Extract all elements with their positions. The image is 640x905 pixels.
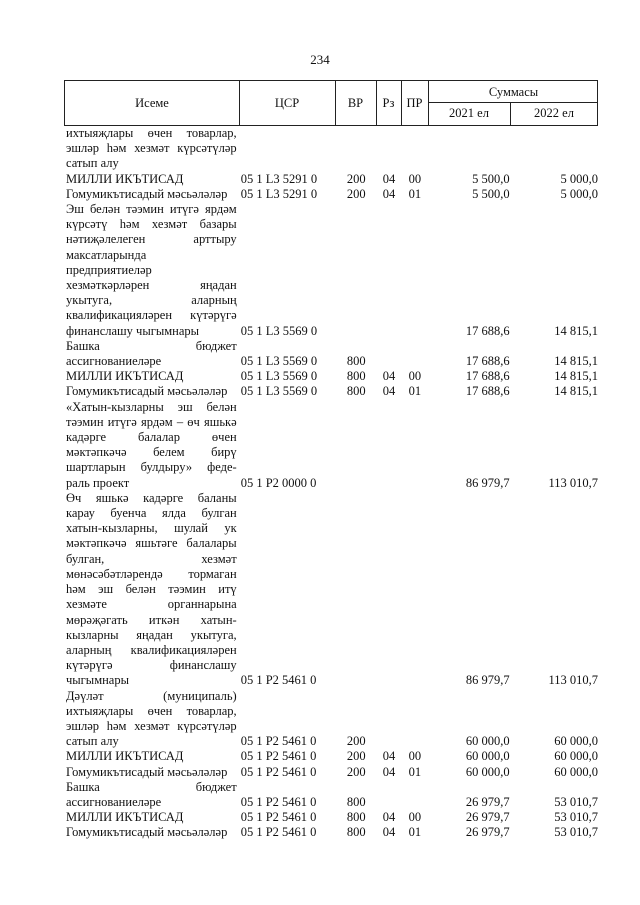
table-row	[64, 172, 598, 187]
row-vr: 800	[346, 794, 366, 809]
row-rz	[377, 795, 402, 810]
table-row	[64, 384, 598, 399]
row-name-line: МИЛЛИ ИКЪТИСАД	[66, 810, 184, 825]
row-value-2021: 60 000,0	[465, 749, 510, 764]
row-name-line: ассигнованиеләре	[66, 794, 162, 809]
row-name-line: һәм эш белән тәэмин итү	[66, 582, 237, 597]
row-name-line: мөрәҗәгать иткән хатын-	[66, 612, 237, 627]
row-name	[64, 810, 237, 825]
row-value-2021	[428, 156, 515, 171]
table-row	[64, 765, 598, 780]
row-name-line: ихтыяҗлары өчен товарлар,	[66, 703, 237, 718]
row-value-2021: 60 000,0	[465, 734, 510, 749]
row-pr: 00	[408, 810, 422, 825]
row-name	[64, 384, 237, 399]
header-2021: 2021 ел	[449, 106, 489, 120]
row-name	[64, 172, 237, 187]
row-name-line: сатып алу	[66, 156, 119, 171]
row-rz: 04	[382, 810, 396, 825]
row-csr: 05 1 P2 5461 0	[240, 749, 317, 764]
row-name-line: тәэмин итүгә ярдәм – өч яшькә	[66, 414, 237, 429]
header-pr: ПР	[406, 95, 423, 110]
row-name	[64, 400, 237, 491]
header-csr: ЦСР	[274, 95, 300, 110]
row-name-line: кадәрге балалар өчен	[66, 430, 237, 445]
table-row	[64, 749, 598, 764]
row-value-2021: 86 979,7	[465, 673, 510, 688]
row-name-line: МИЛЛИ ИКЪТИСАД	[66, 171, 184, 186]
row-name-line: мәктәпкәчә белем бирү	[66, 445, 237, 460]
header-sums: Суммасы	[488, 84, 539, 99]
row-name	[64, 825, 237, 840]
row-name-line: финанслашу чыгымнары	[66, 323, 200, 338]
row-pr: 01	[408, 384, 422, 399]
row-rz: 04	[382, 369, 396, 384]
row-value-2022: 14 815,1	[554, 369, 598, 384]
row-name-line: күрсәтү һәм хезмәт базары	[66, 217, 237, 232]
row-name-line: күтәрүгә финанслашу	[66, 658, 237, 673]
row-name-line: чыгымнары	[66, 673, 130, 688]
row-value-2021: 26 979,7	[465, 825, 510, 840]
row-name-line: укытуга, аларның	[66, 293, 237, 308]
row-csr: 05 1 P2 5461 0	[240, 810, 317, 825]
row-csr: 05 1 L3 5569 0	[240, 323, 318, 338]
row-csr: 05 1 L3 5569 0	[240, 354, 318, 369]
row-csr: 05 1 L3 5569 0	[240, 384, 318, 399]
row-name-line: квалификацияләрен күтәрүгә	[66, 308, 237, 323]
row-pr: 00	[408, 749, 422, 764]
row-vr	[336, 673, 377, 688]
row-value-2021: 17 688,6	[465, 354, 510, 369]
row-name-line: Эш белән тәэмин итүгә ярдәм	[66, 202, 237, 217]
row-name-line: эшләр һәм хезмәт күрсәтүләр	[66, 141, 237, 156]
table-row	[64, 810, 598, 825]
row-pr: 01	[408, 186, 422, 201]
row-value-2022: 5 000,0	[560, 171, 598, 186]
row-value-2021: 17 688,6	[465, 323, 510, 338]
row-name-line: ихтыяҗлары өчен товарлар,	[66, 126, 237, 140]
row-name-line: ассигнованиеләре	[66, 354, 162, 369]
row-vr: 200	[346, 171, 366, 186]
row-csr: 05 1 P2 5461 0	[240, 734, 317, 749]
table-row	[64, 202, 598, 339]
row-pr	[401, 673, 428, 688]
row-vr: 800	[346, 369, 366, 384]
row-name-line: Өч яшькә кадәрге баланы	[66, 490, 237, 505]
row-csr: 05 1 P2 5461 0	[240, 825, 317, 840]
row-name-line: карау буенча ялда булган	[66, 506, 237, 521]
row-rz	[377, 156, 402, 171]
row-pr: 00	[408, 369, 422, 384]
header-2022: 2022 ел	[534, 106, 574, 120]
row-value-2021: 5 500,0	[472, 171, 510, 186]
row-name	[64, 765, 237, 780]
row-name	[64, 689, 237, 750]
row-value-2022: 113 010,7	[548, 673, 598, 688]
row-name	[64, 126, 237, 172]
row-name-line: Гомумикътисадый мәсьәләләр	[66, 384, 228, 399]
header-rz: Рз	[382, 95, 395, 110]
row-vr	[336, 476, 377, 491]
row-pr	[401, 354, 428, 369]
header-vr: ВР	[347, 95, 364, 110]
row-value-2022: 53 010,7	[554, 810, 598, 825]
row-rz: 04	[382, 825, 396, 840]
row-name-line: шартларын булдыру» феде-	[66, 460, 237, 475]
row-name-line: хатын-кызларны, шулай ук	[66, 521, 237, 536]
row-name-line: Башка бюджет	[66, 779, 237, 794]
row-vr: 200	[346, 764, 366, 779]
row-pr	[401, 156, 428, 171]
row-value-2022: 60 000,0	[554, 764, 598, 779]
row-name-line: МИЛЛИ ИКЪТИСАД	[66, 369, 184, 384]
row-value-2021: 60 000,0	[465, 764, 510, 779]
table-row	[64, 689, 598, 750]
row-value-2022: 60 000,0	[554, 734, 598, 749]
row-name-line: предприятиеләр	[66, 262, 152, 277]
row-name-line: аларның квалификацияләрен	[66, 642, 237, 657]
row-name-line: кызларны яңадан укытуга,	[66, 627, 237, 642]
table-row	[64, 126, 598, 172]
page-number: 234	[310, 52, 330, 67]
row-rz: 04	[382, 764, 396, 779]
row-name	[64, 491, 237, 689]
row-pr	[401, 476, 428, 491]
row-vr	[336, 156, 377, 171]
row-name-line: Гомумикътисадый мәсьәләләр	[66, 186, 228, 201]
row-pr	[401, 734, 428, 749]
row-value-2022: 14 815,1	[554, 384, 598, 399]
row-name-line: максатларында	[66, 247, 147, 262]
row-value-2022: 53 010,7	[554, 794, 598, 809]
row-name	[64, 749, 237, 764]
row-rz: 04	[382, 186, 396, 201]
row-csr: 05 1 L3 5569 0	[240, 369, 318, 384]
row-value-2022: 53 010,7	[554, 825, 598, 840]
row-name-line: булган, хезмәт	[66, 551, 237, 566]
table-body	[64, 126, 598, 841]
row-value-2022: 60 000,0	[554, 749, 598, 764]
row-name-line: МИЛЛИ ИКЪТИСАД	[66, 749, 184, 764]
row-csr: 05 1 P2 0000 0	[240, 475, 317, 490]
row-name-line: мәктәпкәчә яшьтәге балалары	[66, 536, 237, 551]
row-csr: 05 1 L3 5291 0	[240, 186, 318, 201]
row-pr: 00	[408, 171, 422, 186]
row-value-2021: 17 688,6	[465, 384, 510, 399]
row-name-line: Башка бюджет	[66, 338, 237, 353]
row-vr: 800	[346, 354, 366, 369]
row-rz	[377, 354, 402, 369]
table-row	[64, 369, 598, 384]
row-pr	[401, 324, 428, 339]
row-name-line: «Хатын-кызларны эш белән	[66, 399, 237, 414]
row-rz	[377, 324, 402, 339]
row-rz	[377, 673, 402, 688]
row-rz: 04	[382, 749, 396, 764]
table-row	[64, 825, 598, 840]
row-name	[64, 369, 237, 384]
row-value-2021: 17 688,6	[465, 369, 510, 384]
table-row	[64, 400, 598, 491]
row-rz: 04	[382, 384, 396, 399]
row-csr: 05 1 P2 5461 0	[240, 764, 317, 779]
row-name	[64, 187, 237, 202]
row-name-line: мөнәсәбәтләрендә тормаган	[66, 566, 237, 581]
row-csr: 05 1 P2 5461 0	[240, 794, 317, 809]
row-name	[64, 339, 237, 369]
row-name-line: хезмәте органнарына	[66, 597, 237, 612]
row-value-2022: 5 000,0	[560, 186, 598, 201]
row-rz	[377, 734, 402, 749]
table-header	[64, 80, 598, 126]
row-name	[64, 780, 237, 810]
header-name: Исеме	[135, 95, 169, 110]
row-csr: 05 1 L3 5291 0	[240, 171, 318, 186]
row-csr	[237, 156, 336, 171]
row-name-line: Гомумикътисадый мәсьәләләр	[66, 825, 228, 840]
row-name-line: сатып алу	[66, 734, 119, 749]
row-vr: 200	[346, 186, 366, 201]
row-value-2021: 86 979,7	[465, 475, 510, 490]
row-name-line: хезмәткәрләрен яңадан	[66, 278, 237, 293]
row-name-line: Гомумикътисадый мәсьәләләр	[66, 764, 228, 779]
table-row	[64, 491, 598, 689]
row-vr: 200	[346, 749, 366, 764]
row-pr	[401, 795, 428, 810]
row-pr: 01	[408, 764, 422, 779]
table-row	[64, 339, 598, 369]
row-rz	[377, 476, 402, 491]
row-value-2021: 5 500,0	[472, 186, 510, 201]
row-csr: 05 1 P2 5461 0	[240, 673, 317, 688]
row-vr: 800	[346, 810, 366, 825]
row-vr: 800	[346, 384, 366, 399]
row-vr	[336, 324, 377, 339]
row-rz: 04	[382, 171, 396, 186]
row-name-line: Дәүләт (муниципаль)	[66, 688, 237, 703]
table-row	[64, 187, 598, 202]
row-vr: 800	[346, 825, 366, 840]
row-value-2022: 113 010,7	[548, 475, 598, 490]
row-value-2022: 14 815,1	[554, 354, 598, 369]
row-name-line: нәтиҗәлелеген арттыру	[66, 232, 237, 247]
row-name-line: раль проект	[66, 475, 130, 490]
table-row	[64, 780, 598, 810]
row-name-line: эшләр һәм хезмәт күрсәтүләр	[66, 718, 237, 733]
row-value-2021: 26 979,7	[465, 810, 510, 825]
row-value-2022: 14 815,1	[554, 323, 598, 338]
row-pr: 01	[408, 825, 422, 840]
row-value-2022	[516, 156, 598, 171]
row-value-2021: 26 979,7	[465, 794, 510, 809]
row-vr: 200	[346, 734, 366, 749]
row-name	[64, 202, 237, 339]
